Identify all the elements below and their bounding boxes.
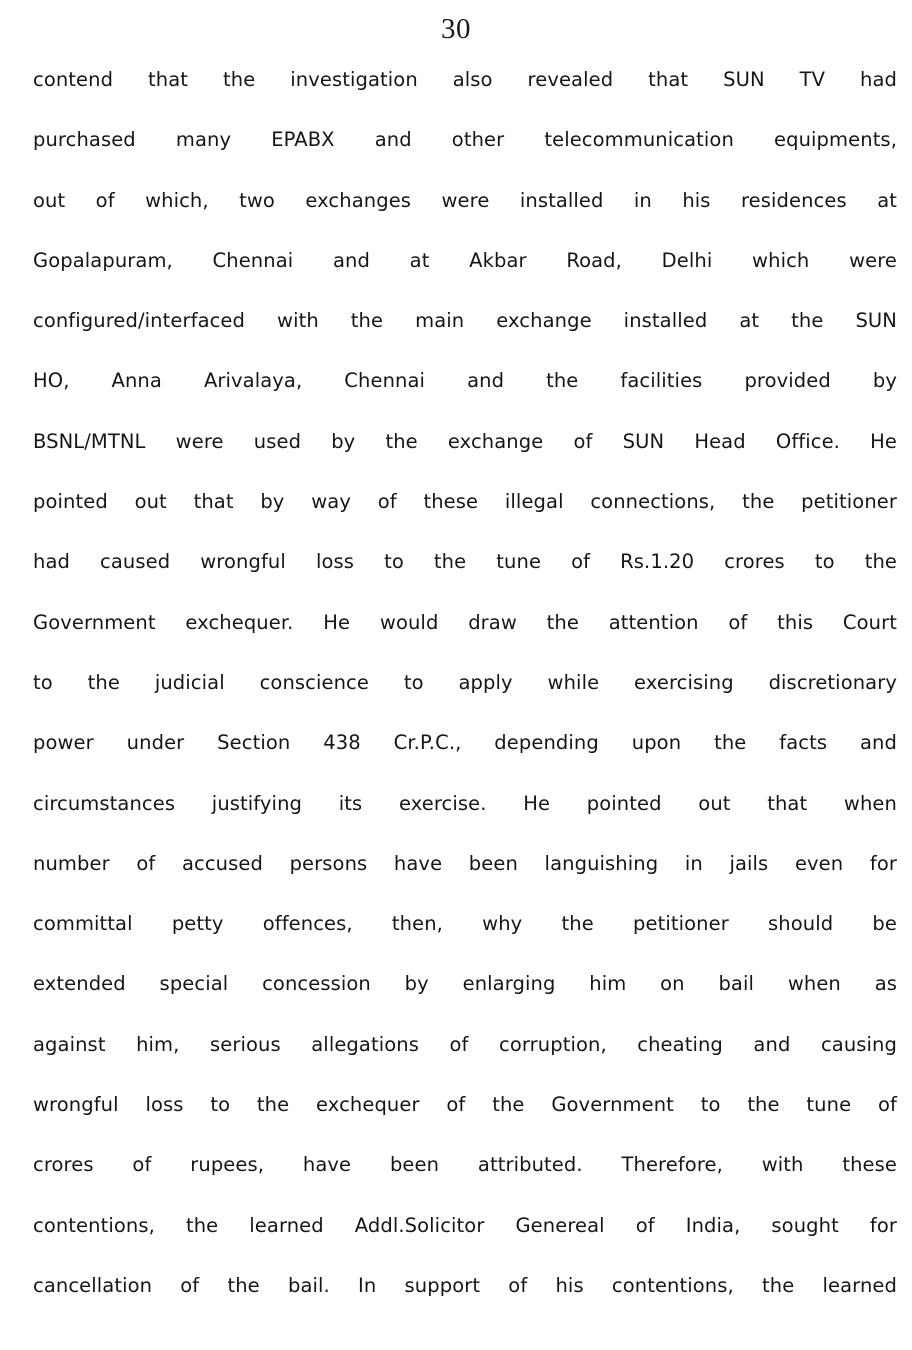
text-line: contentions, the learned Addl.Solicitor Genereal of India, sought for bbox=[33, 1213, 897, 1237]
text-line: cancellation of the bail. In support of his contentions, the learned bbox=[33, 1273, 897, 1297]
text-line: configured/interfaced with the main exchange installed at the SUN bbox=[33, 309, 897, 333]
text-line: to the judicial conscience to apply while exercising discretionary bbox=[33, 670, 897, 694]
text-line: number of accused persons have been languishing in jails even for bbox=[33, 851, 897, 875]
text-line: BSNL/MTNL were used by the exchange of SUN Head Office. He bbox=[33, 429, 897, 453]
text-line: out of which, two exchanges were installed in his residences at bbox=[33, 188, 897, 212]
text-line: HO, Anna Arivalaya, Chennai and the facilities provided by bbox=[33, 369, 897, 393]
text-line: power under Section 438 Cr.P.C., depending upon the facts and bbox=[33, 731, 897, 755]
text-line: wrongful loss to the exchequer of the Government to the tune of bbox=[33, 1093, 897, 1117]
text-line: pointed out that by way of these illegal connections, the petitioner bbox=[33, 490, 897, 514]
text-line: purchased many EPABX and other telecommunication equipments, bbox=[33, 128, 897, 152]
text-line: Gopalapuram, Chennai and at Akbar Road, Delhi which were bbox=[33, 248, 897, 272]
text-line: had caused wrongful loss to the tune of Rs.1.20 crores to the bbox=[33, 550, 897, 574]
text-line: Government exchequer. He would draw the attention of this Court bbox=[33, 610, 897, 634]
text-line: crores of rupees, have been attributed. Therefore, with these bbox=[33, 1153, 897, 1177]
text-line: against him, serious allegations of corruption, cheating and causing bbox=[33, 1032, 897, 1056]
page-number: 30 bbox=[441, 13, 471, 45]
text-line: committal petty offences, then, why the petitioner should be bbox=[33, 912, 897, 936]
body-text bbox=[0, 50, 912, 1316]
text-line: circumstances justifying its exercise. He pointed out that when bbox=[33, 791, 897, 815]
text-line: contend that the investigation also revealed that SUN TV had bbox=[33, 68, 897, 91]
text-line: extended special concession by enlarging him on bail when as bbox=[33, 972, 897, 996]
